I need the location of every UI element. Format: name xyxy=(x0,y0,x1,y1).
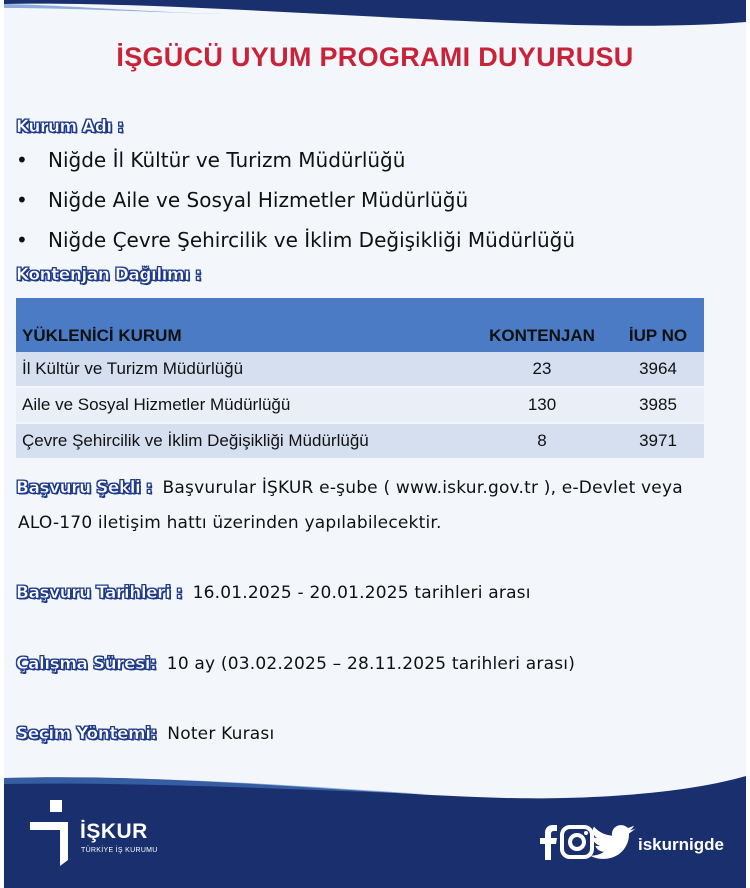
selection-method-label: Seçim Yöntemi: xyxy=(16,724,157,744)
cell-institution: Aile ve Sosyal Hizmetler Müdürlüğü xyxy=(16,387,472,423)
header-wave xyxy=(4,0,746,40)
column-header-quota: KONTENJAN xyxy=(472,298,612,352)
cell-institution: Çevre Şehircilik ve İklim Değişikliği Müdürlüğü xyxy=(16,423,472,459)
announcement-poster xyxy=(4,0,746,888)
cell-iup-no: 3985 xyxy=(612,387,704,423)
application-dates-label: Başvuru Tarihleri : xyxy=(16,583,183,603)
table-row xyxy=(16,387,704,423)
brand-subtitle: TÜRKİYE İŞ KURUMU xyxy=(81,847,158,854)
quota-label: Kontenjan Dağılımı : xyxy=(16,265,202,285)
institution-list xyxy=(14,146,575,266)
cell-quota: 23 xyxy=(472,352,612,387)
cell-iup-no: 3964 xyxy=(612,352,704,387)
application-dates-value: 16.01.2025 - 20.01.2025 tarihleri arası xyxy=(192,583,531,603)
table-row xyxy=(16,352,704,387)
work-duration-section xyxy=(16,654,575,674)
twitter-icon[interactable] xyxy=(590,825,636,859)
application-method-text: Başvurular İŞKUR e-şube ( www.iskur.gov.tr ), e-Devlet veya xyxy=(162,478,683,498)
application-method-label: Başvuru Şekli : xyxy=(16,478,153,498)
table-header-row xyxy=(16,298,704,352)
instagram-icon[interactable] xyxy=(562,827,592,857)
iskur-logo-icon xyxy=(30,800,74,866)
work-duration-value: 10 ay (03.02.2025 – 28.11.2025 tarihleri arası) xyxy=(166,654,576,674)
facebook-icon[interactable] xyxy=(540,825,557,860)
cell-iup-no: 3971 xyxy=(612,423,704,459)
social-handle[interactable]: iskurnigde xyxy=(638,835,724,854)
work-duration-label: Çalışma Süresi: xyxy=(16,654,157,674)
list-item: • Niğde Çevre Şehircilik ve İklim Değişikliği Müdürlüğü xyxy=(16,228,576,252)
brand-name: İŞKUR xyxy=(80,820,148,843)
selection-method-value: Noter Kurası xyxy=(167,724,275,744)
table-row xyxy=(16,423,704,459)
application-dates-section xyxy=(16,583,531,603)
page-title: İŞGÜCÜ UYUM PROGRAMI DUYURUSU xyxy=(116,42,634,72)
cell-quota: 130 xyxy=(472,387,612,423)
column-header-institution: YÜKLENİCİ KURUM xyxy=(16,298,472,352)
application-method-text-cont: ALO-170 iletişim hattı üzerinden yapılabilecektir. xyxy=(18,513,442,533)
quota-table xyxy=(16,298,704,460)
selection-method-section xyxy=(16,724,274,744)
application-method-section xyxy=(16,478,683,498)
social-icons xyxy=(532,822,636,862)
institutions-label: Kurum Adı : xyxy=(16,117,124,137)
cell-quota: 8 xyxy=(472,423,612,459)
column-header-iup-no: İUP NO xyxy=(612,298,704,352)
list-item: • Niğde İl Kültür ve Turizm Müdürlüğü xyxy=(16,148,406,172)
cell-institution: İl Kültür ve Turizm Müdürlüğü xyxy=(16,352,472,387)
list-item: • Niğde Aile ve Sosyal Hizmetler Müdürlüğü xyxy=(16,188,469,212)
